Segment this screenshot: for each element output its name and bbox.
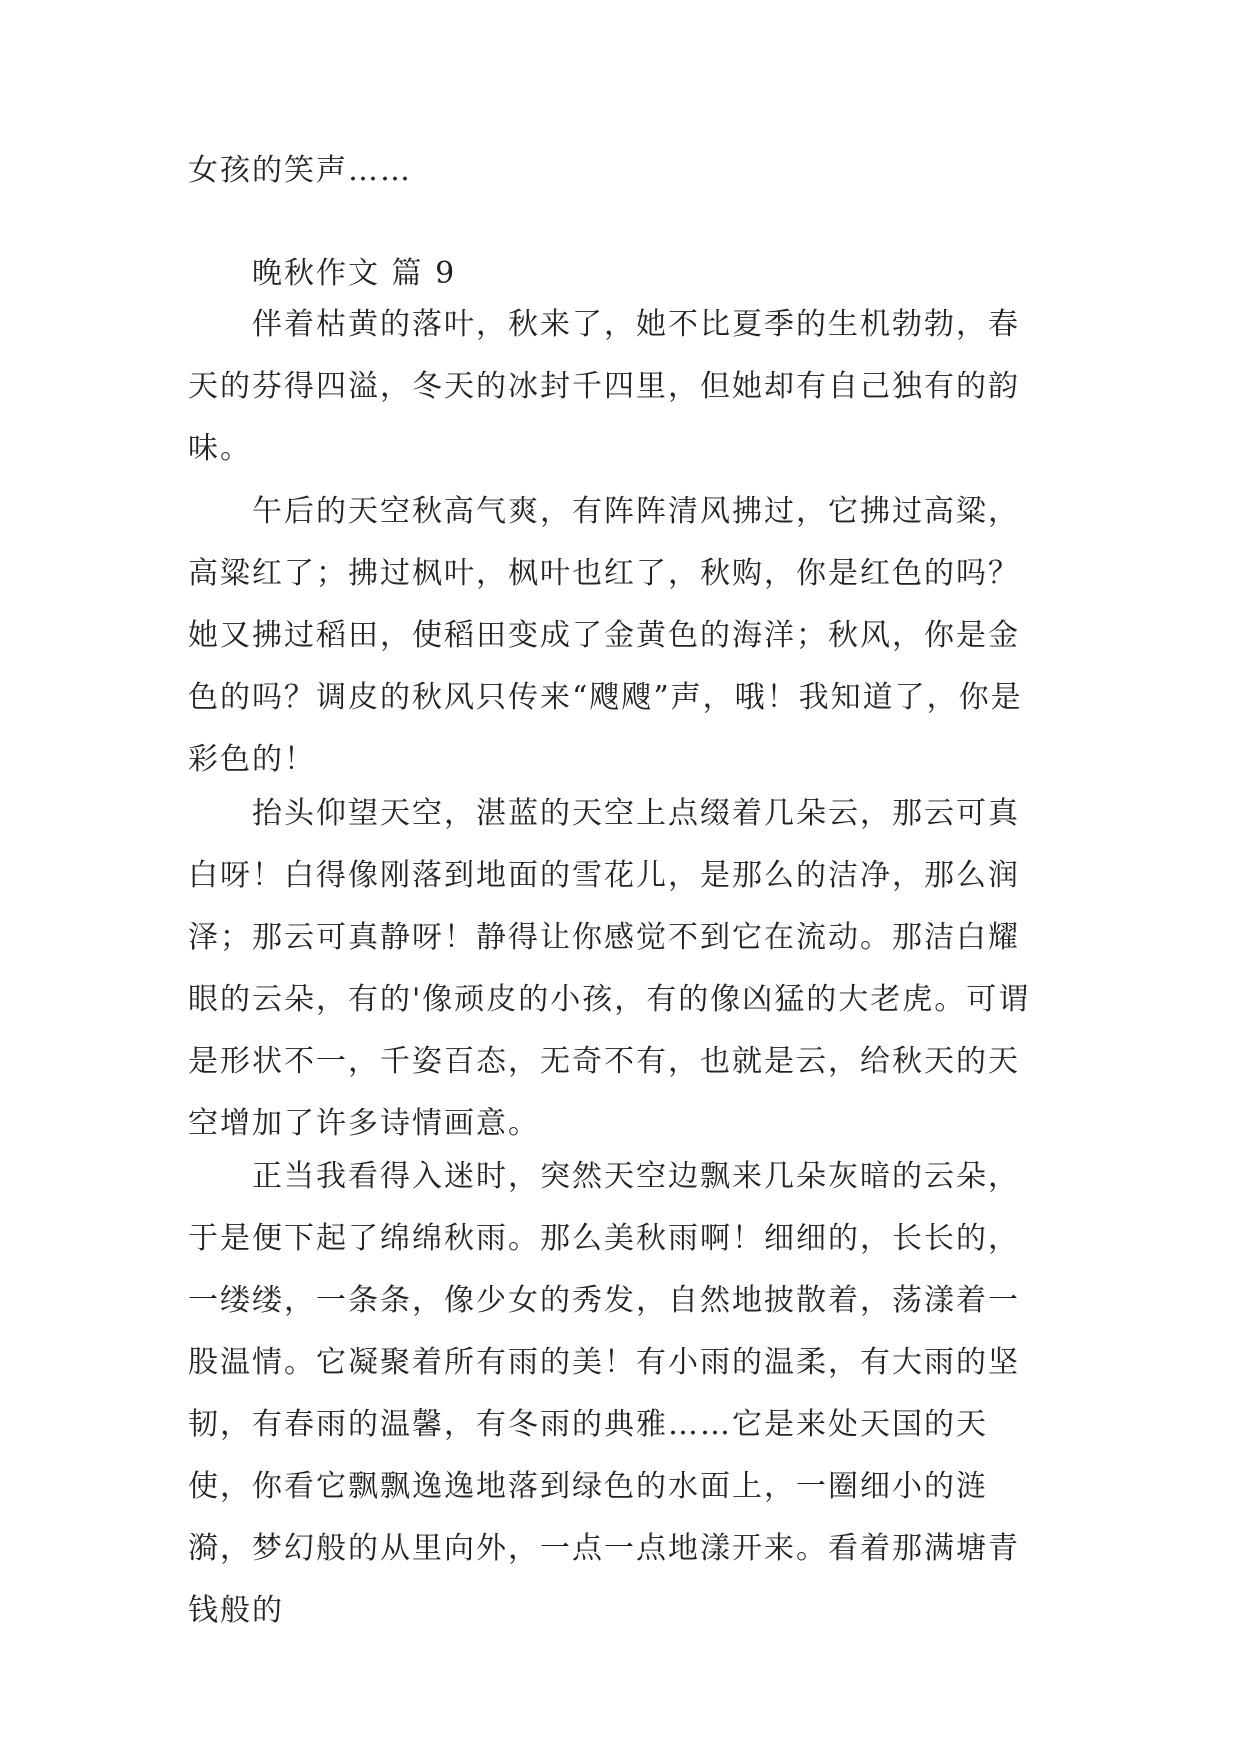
paragraph-2: 午后的天空秋高气爽，有阵阵清风拂过，它拂过高粱，高粱红了；拂过枫叶，枫叶也红了，秋购，你是红色的吗？她又拂过稻田，使稻田变成了金黄色的海洋；秋风，你是金色的吗？调皮的秋风只传来“飕飕”声，哦！我知道了，你是彩色的！ <box>188 494 1023 777</box>
paragraph-4: 正当我看得入迷时，突然天空边飘来几朵灰暗的云朵，于是便下起了绵绵秋雨。那么美秋雨啊！细细的，长长的，一缕缕，一条条，像少女的秀发，自然地披散着，荡漾着一股温情。它凝聚着所有雨的美！有小雨的温柔，有大雨的坚韧，有春雨的温馨，有冬雨的典雅……它是来处天国的天使，你看它飘飘逸逸地落到绿色的水面上，一圈细小的涟漪，梦幻般的从里向外，一点一点地漾开来。看着那满塘青钱般的 <box>188 1159 1020 1628</box>
continued-fragment: 女孩的笑声…… <box>188 153 412 188</box>
paragraph-3: 抬头仰望天空，湛蓝的天空上点缀着几朵云，那云可真白呀！白得像刚落到地面的雪花儿，是那么的洁净，那么润泽；那云可真静呀！静得让你感觉不到它在流动。那洁白耀眼的云朵，有的'像顽皮的小孩，有的像凶猛的大老虎。可谓是形状不一，千姿百态，无奇不有，也就是云，给秋天的天空增加了许多诗情画意。 <box>188 796 1031 1141</box>
section-title: 晚秋作文 篇 9 <box>252 256 457 291</box>
paragraph-1: 伴着枯黄的落叶，秋来了，她不比夏季的生机勃勃，春天的芬得四溢，冬天的冰封千四里，但她却有自己独有的韵味。 <box>188 307 1020 466</box>
